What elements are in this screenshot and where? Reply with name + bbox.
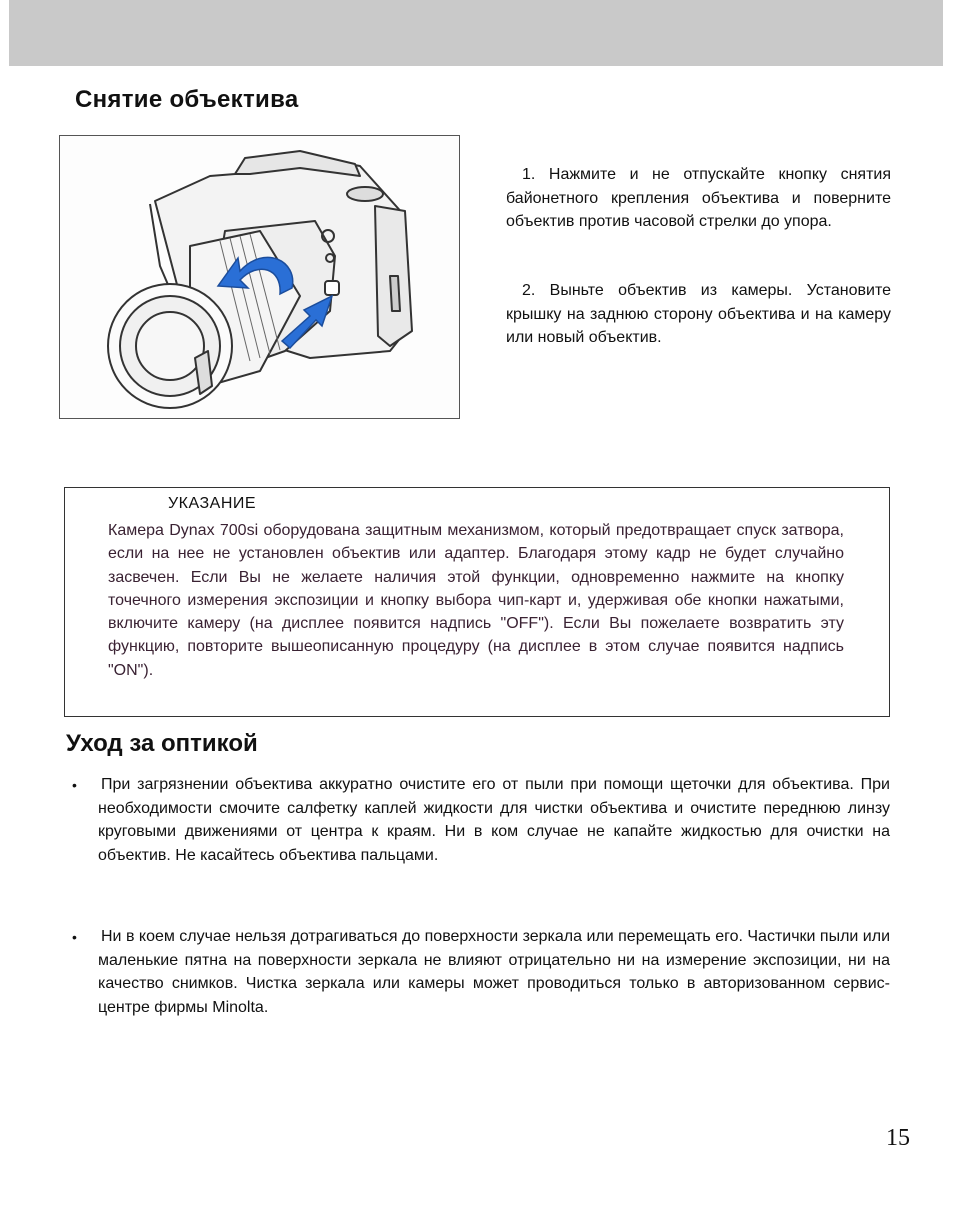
- note-text: Камера Dynax 700si оборудована защитным механизмом, который предотвращает спуск затвора, если на нее не установлен объектив или адаптер. Благодаря этому кадр не будет случайно засвечен. Если Вы не желаете наличия этой функции, одновременно нажмите на кнопку точечного измерения экспозиции и кнопку выбора чип-карт и, удерживая обе кнопки нажатыми, включите камеру (на дисплее появится надпись "OFF"). Если Вы пожелаете возвратить эту функцию, повторите вышеописанную процедуру (на дисплее в этом случае появится надпись "ON").: [108, 522, 844, 679]
- header-bar: [9, 0, 943, 66]
- section-title-optics-care: Уход за оптикой: [66, 730, 258, 757]
- camera-illustration: [59, 135, 460, 419]
- step-1-text: 1. Нажмите и не отпускайте кнопку снятия байонетного крепления объектива и поверните объектив против часовой стрелки до упора.: [506, 166, 891, 230]
- page-number: 15: [886, 1125, 910, 1151]
- section-title-lens-removal: Снятие объектива: [75, 86, 299, 113]
- care-item-2: Ни в коем случае нельзя дотрагиваться до поверхности зеркала или перемещать его. Частички пыли или маленькие пятна на поверхности зеркала не влияют отрицательно ни на измерение экспозиции, ни на качество снимков. Чистка зеркала или камеры может проводиться только в авторизованном сервис-центре фирмы Minolta.: [98, 928, 891, 1016]
- bullet-icon: •: [72, 777, 77, 793]
- care-item-1: При загрязнении объектива аккуратно очистите его от пыли при помощи щеточки для объектива. При необходимости смочите салфетку каплей жидкости для чистки объектива и очистите переднюю линзу круговыми движениями от центра к краям. Ни в ком случае не капайте жидкостью для очистки на объектив. Не касайтесь объектива пальцами.: [98, 776, 890, 864]
- step-2-text: 2. Выньте объектив из камеры. Установите крышку на заднюю сторону объектива и на камеру или новый объектив.: [506, 282, 891, 346]
- camera-lens-removal-icon: [60, 136, 461, 420]
- bullet-icon: •: [72, 929, 77, 945]
- note-title: УКАЗАНИЕ: [168, 495, 257, 512]
